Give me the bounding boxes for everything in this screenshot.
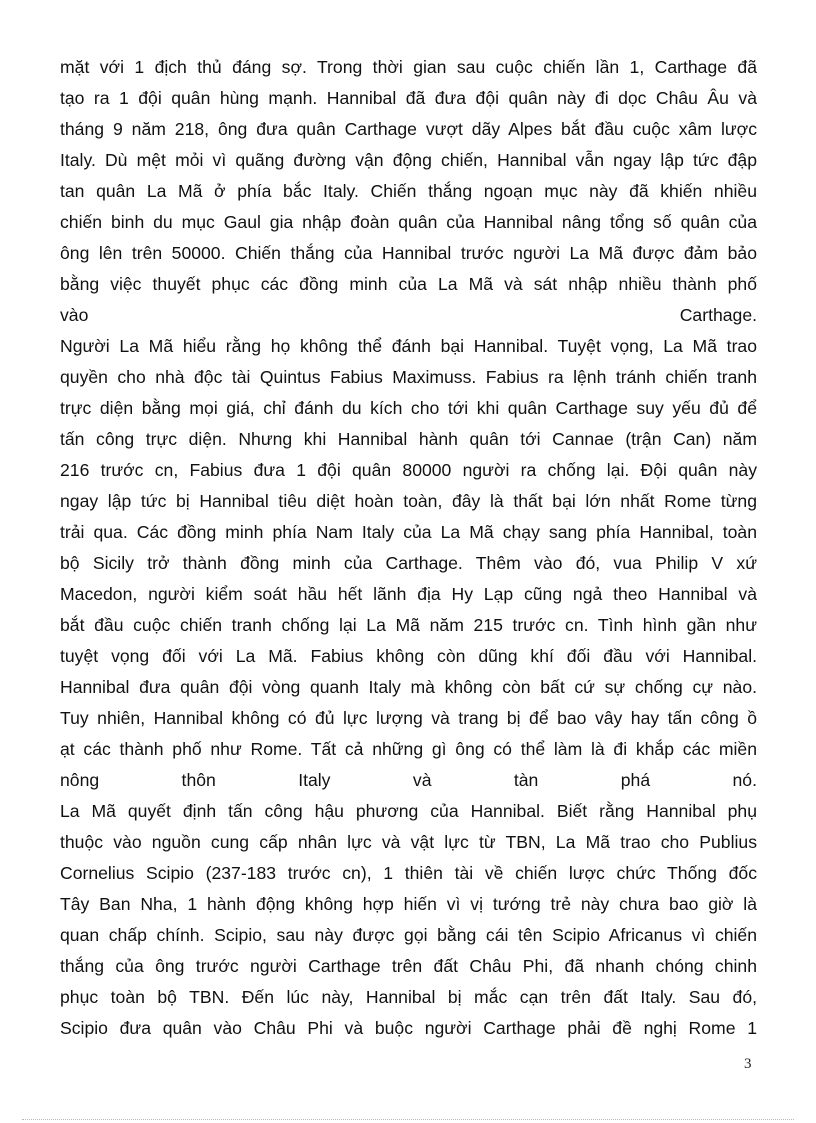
- page-bottom-divider: [22, 1119, 794, 1120]
- text-line: tan quân La Mã ở phía bắc Italy. Chiến thắng ngoạn mục này đã khiến nhiều: [60, 181, 757, 201]
- text-line: quan chấp chính. Scipio, sau này được gọi bằng cái tên Scipio Africanus vì chiến: [60, 925, 757, 945]
- text-line: chiến binh du mục Gaul gia nhập đoàn quân của Hannibal nâng tổng số quân của: [60, 212, 757, 232]
- text-line: bắt đầu cuộc chiến tranh chống lại La Mã năm 215 trước cn. Tình hình gần như: [60, 615, 757, 635]
- text-line: ạt các thành phố như Rome. Tất cả những gì ông có thể làm là đi khắp các miền: [60, 739, 757, 759]
- text-line: bộ Sicily trở thành đồng minh của Carthage. Thêm vào đó, vua Philip V xứ: [60, 553, 757, 573]
- text-line: phục toàn bộ TBN. Đến lúc này, Hannibal bị mắc cạn trên đất Italy. Sau đó,: [60, 987, 757, 1007]
- text-line: Scipio đưa quân vào Châu Phi và buộc người Carthage phải đề nghị Rome 1: [60, 1018, 757, 1038]
- text-line: mặt với 1 địch thủ đáng sợ. Trong thời gian sau cuộc chiến lần 1, Carthage đã: [60, 57, 757, 77]
- text-line: Tây Ban Nha, 1 hành động không hợp hiến vì vị tướng trẻ này chưa bao giờ là: [60, 894, 757, 914]
- text-line: Hannibal đưa quân đội vòng quanh Italy mà không còn bất cứ sự chống cự nào.: [60, 677, 757, 697]
- text-line: nông thôn Italy và tàn phá nó.: [60, 770, 757, 790]
- page-number: 3: [744, 1056, 752, 1072]
- text-line: Cornelius Scipio (237-183 trước cn), 1 thiên tài về chiến lược chức Thống đốc: [60, 863, 757, 883]
- text-line: Italy. Dù mệt mỏi vì quãng đường vận động chiến, Hannibal vẫn ngay lập tức đập: [60, 150, 757, 170]
- text-line: trải qua. Các đồng minh phía Nam Italy của La Mã chạy sang phía Hannibal, toàn: [60, 522, 757, 542]
- text-line: thuộc vào nguồn cung cấp nhân lực và vật lực từ TBN, La Mã trao cho Publius: [60, 832, 757, 852]
- text-line: tháng 9 năm 218, ông đưa quân Carthage vượt dãy Alpes bắt đầu cuộc xâm lược: [60, 119, 757, 139]
- text-line: vào Carthage.: [60, 305, 757, 325]
- text-line: tuyệt vọng đối với La Mã. Fabius không còn dũng khí đối đầu với Hannibal.: [60, 646, 757, 666]
- text-line: 216 trước cn, Fabius đưa 1 đội quân 80000 người ra chống lại. Đội quân này: [60, 460, 757, 480]
- text-line: Tuy nhiên, Hannibal không có đủ lực lượng và trang bị để bao vây hay tấn công ồ: [60, 708, 757, 728]
- body-text: [60, 52, 757, 1044]
- text-line: La Mã quyết định tấn công hậu phương của Hannibal. Biết rằng Hannibal phụ: [60, 801, 757, 821]
- text-line: ông lên trên 50000. Chiến thắng của Hannibal trước người La Mã được đảm bảo: [60, 243, 757, 263]
- text-line: ngay lập tức bị Hannibal tiêu diệt hoàn toàn, đây là thất bại lớn nhất Rome từng: [60, 491, 757, 511]
- text-line: trực diện bằng mọi giá, chỉ đánh du kích cho tới khi quân Carthage suy yếu đủ để: [60, 398, 757, 418]
- text-line: Người La Mã hiểu rằng họ không thể đánh bại Hannibal. Tuyệt vọng, La Mã trao: [60, 336, 757, 356]
- text-line: tấn công trực diện. Nhưng khi Hannibal hành quân tới Cannae (trận Can) năm: [60, 429, 757, 449]
- text-line: thắng của ông trước người Carthage trên đất Châu Phi, đã nhanh chóng chinh: [60, 956, 757, 976]
- text-line: Macedon, người kiểm soát hầu hết lãnh địa Hy Lạp cũng ngả theo Hannibal và: [60, 584, 757, 604]
- text-line: quyền cho nhà độc tài Quintus Fabius Maximuss. Fabius ra lệnh tránh chiến tranh: [60, 367, 757, 387]
- text-line: bằng việc thuyết phục các đồng minh của La Mã và sát nhập nhiều thành phố: [60, 274, 757, 294]
- text-line: tạo ra 1 đội quân hùng mạnh. Hannibal đã đưa đội quân này đi dọc Châu Âu và: [60, 88, 757, 108]
